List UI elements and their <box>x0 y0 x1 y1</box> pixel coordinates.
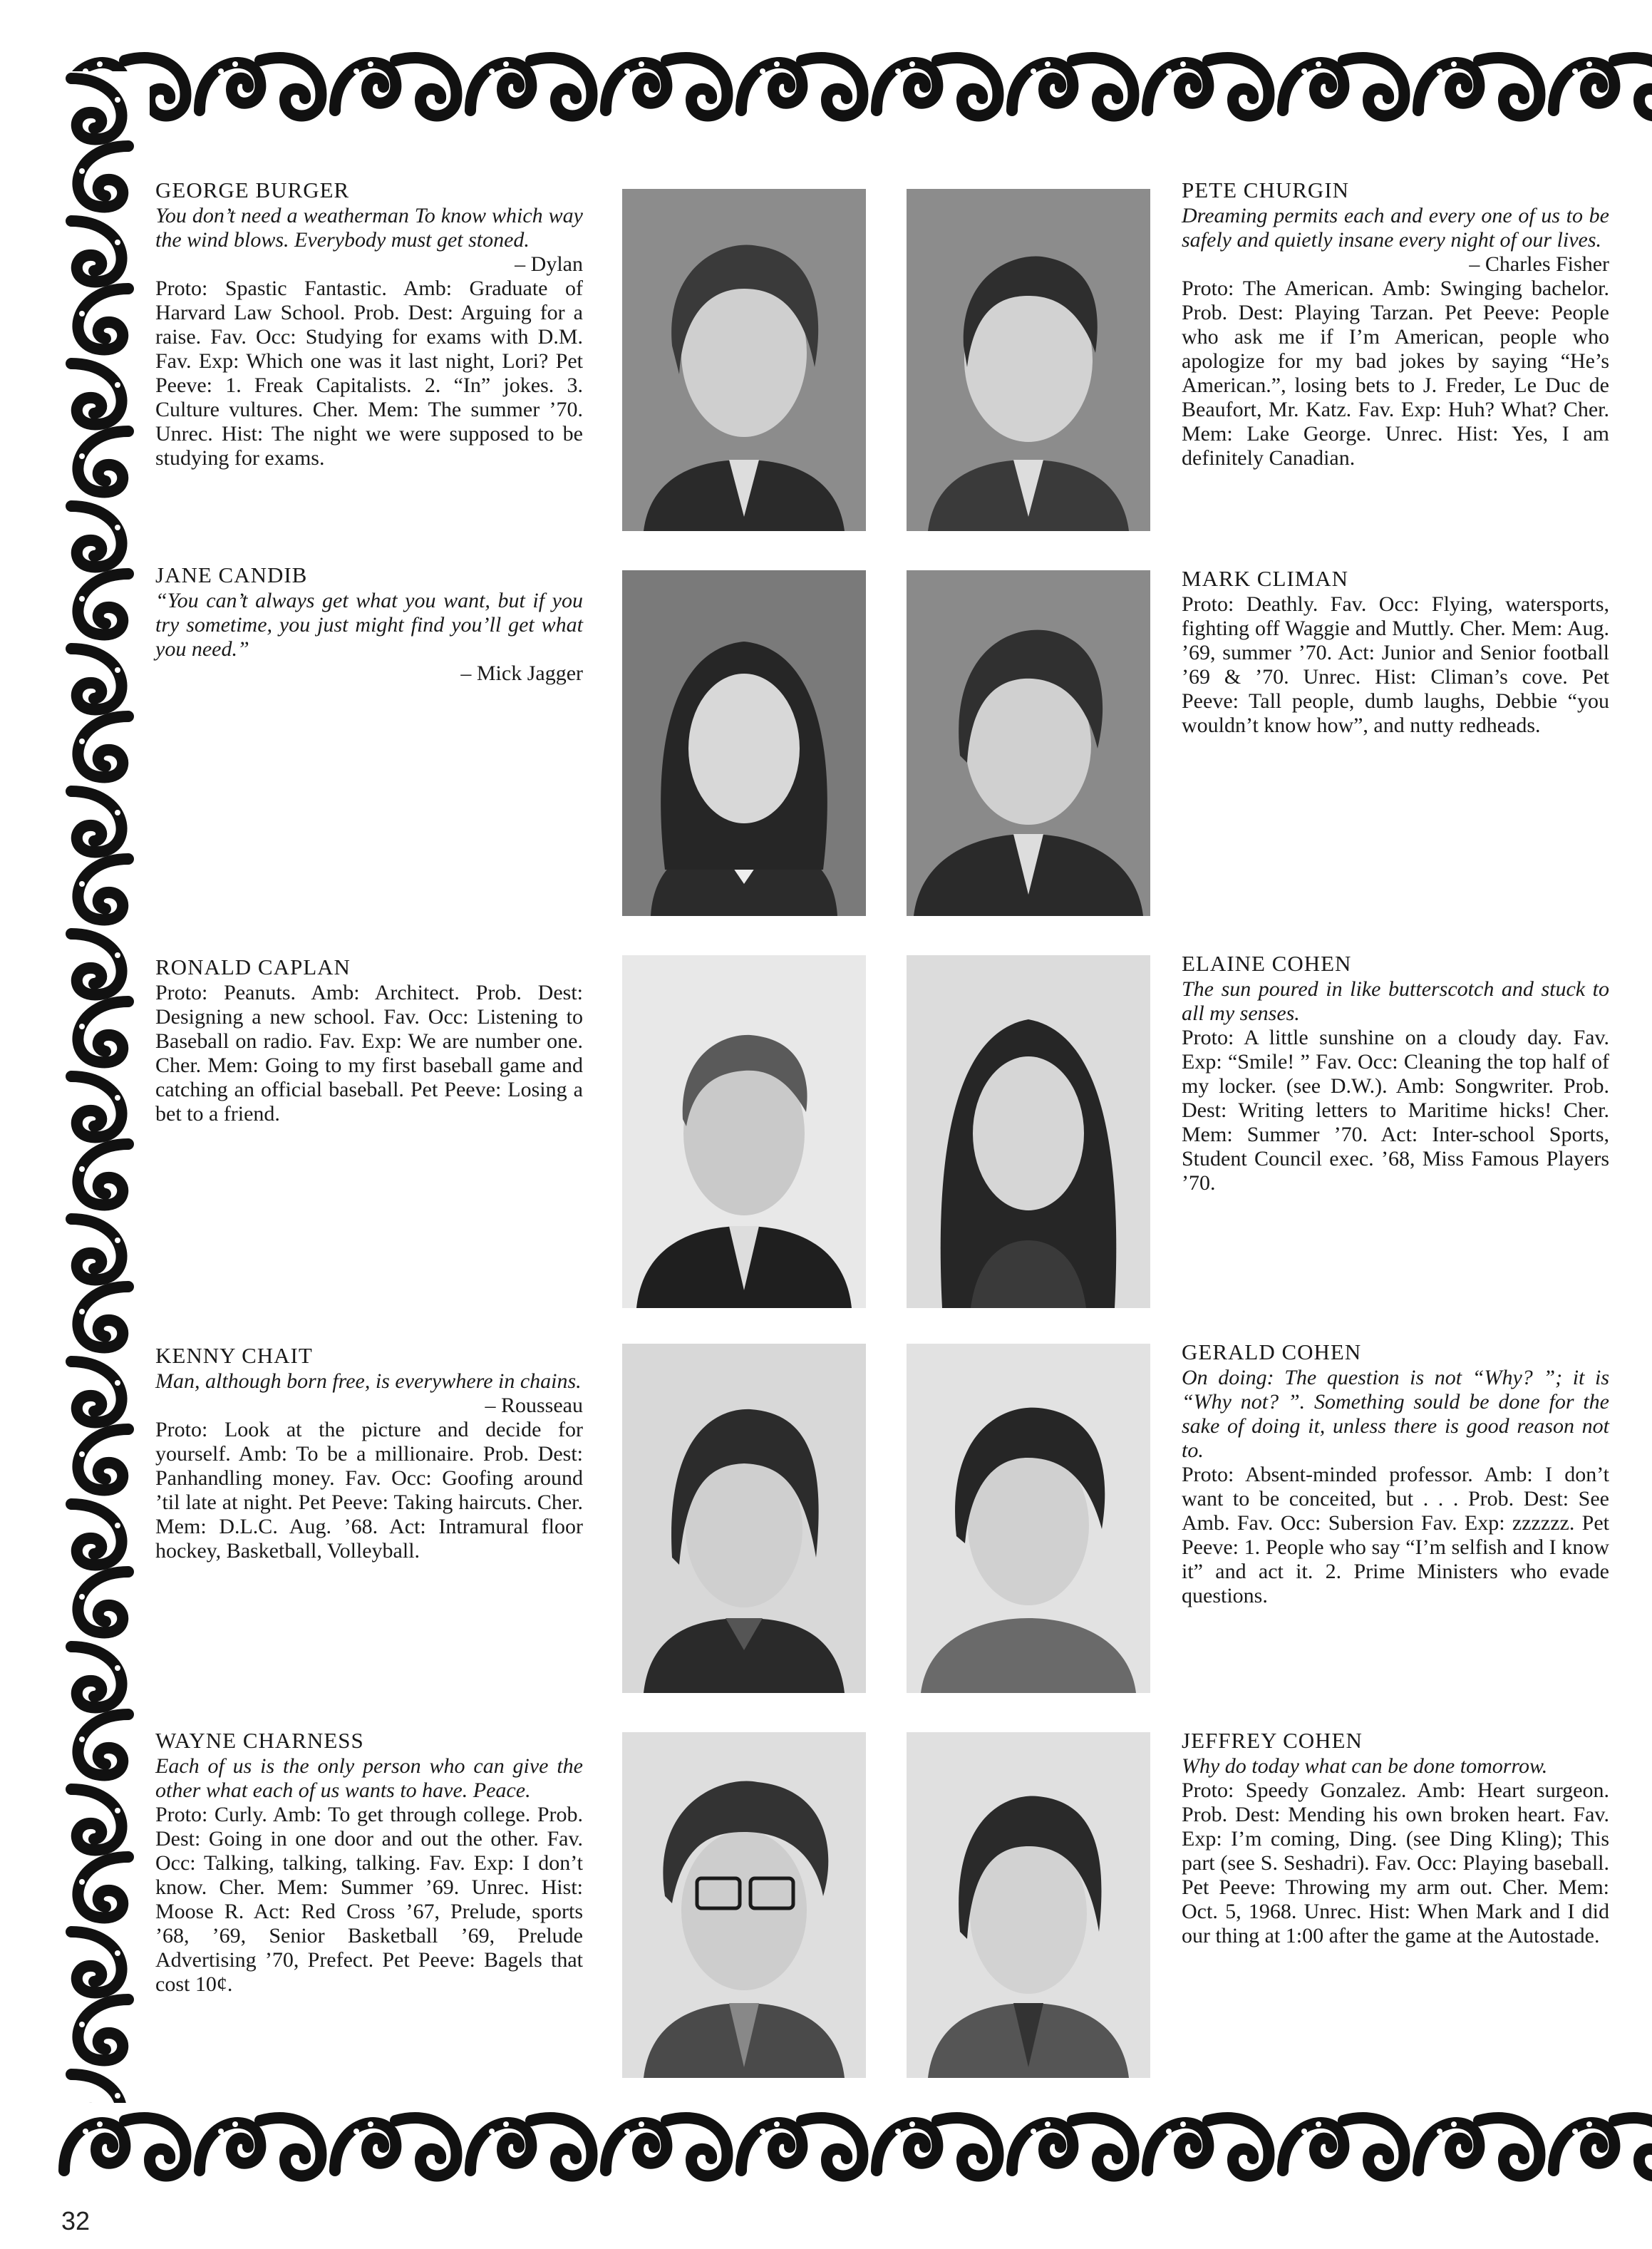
portrait-jane-candib <box>622 570 866 916</box>
portrait-mark-climan <box>907 570 1150 916</box>
student-info: Proto: The American. Amb: Swinging bachelor. Prob. Dest: Playing Tarzan. Pet Peeve: People who ask me if I’m American, people who apologize for my bad jokes by saying “He’s American.”, losing bets to J. Freder, Le Duc de Beaufort, Mr. Katz. Fav. Exp: Huh? What? Cher. Mem: Lake George. Unrec. Hist: Yes, I am definitely Canadian. <box>1182 277 1609 470</box>
bio-mark-climan <box>1182 567 1609 738</box>
quote-author: – Dylan <box>515 252 583 276</box>
student-name: RONALD CAPLAN <box>155 954 351 979</box>
student-name: WAYNE CHARNESS <box>155 1728 364 1753</box>
student-quote: “You can’t always get what you want, but if you try sometime, you just might find you’ll get what you need.” <box>155 589 583 661</box>
student-info: Proto: Peanuts. Amb: Architect. Prob. Dest: Designing a new school. Fav. Occ: Listening to Baseball on radio. Fav. Exp: We are number one. Cher. Mem: Going to my first baseball game and catching an official baseball. Pet Peeve: Losing a bet to a friend. <box>155 981 583 1126</box>
bio-pete-churgin <box>1182 178 1609 470</box>
student-info: Proto: Deathly. Fav. Occ: Flying, watersports, fighting off Waggie and Muttly. Cher. Mem: Aug. ’69, summer ’70. Act: Junior and Senior football ’69 & ’70. Unrec. Hist: Climan’s cove. Pet Peeve: Tall people, dumb laughs, Debbie “you wouldn’t know how”, and nutty redheads. <box>1182 592 1609 737</box>
bio-jeffrey-cohen <box>1182 1729 1609 1948</box>
portrait-ronald-caplan <box>622 955 866 1308</box>
student-quote: Man, although born free, is everywhere in chains. <box>155 1369 582 1393</box>
bio-kenny-chait <box>155 1344 583 1563</box>
bio-gerald-cohen <box>1182 1340 1609 1608</box>
student-info: Proto: Speedy Gonzalez. Amb: Heart surgeon. Prob. Dest: Mending his own broken heart. Fav. Exp: I’m coming, Ding. (see Ding Kling); This part (see S. Seshadri). Fav. Occ: Playing baseball. Pet Peeve: Throwing my arm out. Cher. Mem: Oct. 5, 1968. Unrec. Hist: When Mark and I did our thing at 1:00 after the game at the Autostade. <box>1182 1779 1609 1947</box>
portrait-pete-churgin <box>907 189 1150 531</box>
student-quote: The sun poured in like butterscotch and stuck to all my senses. <box>1182 977 1609 1025</box>
bio-wayne-charness <box>155 1729 583 1997</box>
portrait-wayne-charness <box>622 1732 866 2078</box>
bio-jane-candib <box>155 563 583 686</box>
quote-author: – Mick Jagger <box>460 662 583 685</box>
student-name: GEORGE BURGER <box>155 177 350 202</box>
portrait-gerald-cohen <box>907 1344 1150 1693</box>
portrait-george-burger <box>622 189 866 531</box>
ornamental-border-left <box>50 71 150 2196</box>
page-number: 32 <box>61 2206 91 2235</box>
quote-author: – Rousseau <box>485 1394 583 1417</box>
student-quote: Each of us is the only person who can give the other what each of us wants to have. Peace. <box>155 1754 583 1802</box>
quote-author: – Charles Fisher <box>1469 252 1609 276</box>
student-name: MARK CLIMAN <box>1182 566 1349 591</box>
student-name: PETE CHURGIN <box>1182 177 1350 202</box>
student-name: ELAINE COHEN <box>1182 951 1352 976</box>
student-info: Proto: Curly. Amb: To get through college. Prob. Dest: Going in one door and out the other. Fav. Occ: Talking, talking, talking. Fav. Exp: I don’t know. Cher. Mem: Summer ’69. Unrec. Hist: Moose R. Act: Red Cross ’67, Prelude, sports ’68, ’69, Senior Basketball ’69, Prelude Advertising ’70, Prefect. Pet Peeve: Bagels that cost 10¢. <box>155 1803 583 1996</box>
student-info: Proto: Look at the picture and decide for yourself. Amb: To be a millionaire. Prob. Dest: Panhandling money. Fav. Occ: Goofing around ’til late at night. Pet Peeve: Taking haircuts. Cher. Mem: D.L.C. Aug. ’68. Act: Intramural floor hockey, Basketball, Volleyball. <box>155 1418 583 1563</box>
bio-ronald-caplan <box>155 955 583 1126</box>
portrait-elaine-cohen <box>907 955 1150 1308</box>
portrait-kenny-chait <box>622 1344 866 1693</box>
student-name: JANE CANDIB <box>155 562 308 587</box>
ornamental-border-top <box>57 43 1652 128</box>
student-quote: You don’t need a weatherman To know which way the wind blows. Everybody must get stoned. <box>155 204 583 252</box>
student-name: JEFFREY COHEN <box>1182 1728 1363 1753</box>
bio-george-burger <box>155 178 583 470</box>
bio-elaine-cohen <box>1182 952 1609 1195</box>
student-info: Proto: Absent-minded professor. Amb: I don’t want to be conceited, but . . . Prob. Dest: See Amb. Fav. Occ: Subersion Fav. Exp: zzzzzz. Pet Peeve: 1. People who say “I’m selfish and I know it” and act it. 2. Prime Ministers who evade questions. <box>1182 1463 1609 1607</box>
ornamental-border-bottom <box>57 2103 1652 2196</box>
student-quote: Why do today what can be done tomorrow. <box>1182 1754 1548 1778</box>
student-info: Proto: A little sunshine on a cloudy day. Fav. Exp: “Smile! ” Fav. Occ: Cleaning the top half of my locker. (see D.W.). Amb: Songwriter. Prob. Dest: Writing letters to Maritime hicks! Cher. Mem: Summer ’70. Act: Inter-school Sports, Student Council exec. ’68, Miss Famous Players ’70. <box>1182 1026 1609 1195</box>
student-info: Proto: Spastic Fantastic. Amb: Graduate of Harvard Law School. Prob. Dest: Arguing for a raise. Fav. Occ: Studying for exams with D.M. Fav. Exp: Which one was it last night, Lori? Pet Peeve: 1. Freak Capitalists. 2. “In” jokes. 3. Culture vultures. Cher. Mem: The summer ’70. Unrec. Hist: The night we were supposed to be studying for exams. <box>155 277 583 470</box>
portrait-jeffrey-cohen <box>907 1732 1150 2078</box>
student-quote: On doing: The question is not “Why? ”; it is “Why not? ”. Something sould be done for the sake of doing it, unless there is good reason not to. <box>1182 1366 1609 1462</box>
student-name: KENNY CHAIT <box>155 1343 313 1368</box>
student-name: GERALD COHEN <box>1182 1339 1362 1364</box>
student-quote: Dreaming permits each and every one of us to be safely and quietly insane every night of our lives. <box>1182 204 1609 252</box>
